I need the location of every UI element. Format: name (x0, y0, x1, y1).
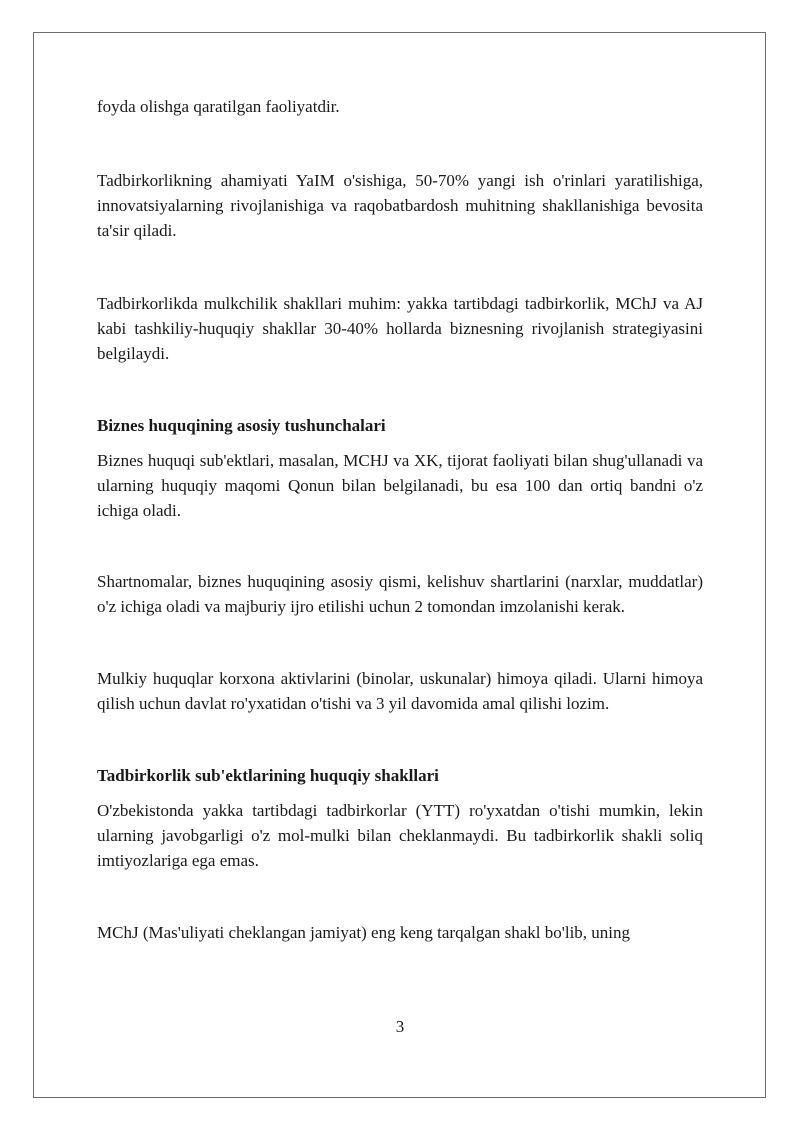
paragraph: Tadbirkorlikda mulkchilik shakllari muhim: yakka tartibdagi tadbirkorlik, MChJ va AJ kabi tashkiliy-huquqiy shakllar 30-40% hollarda biznesning rivojlanish strategiyasini belgilaydi. (97, 294, 703, 363)
paragraph: foyda olishga qaratilgan faoliyatdir. (97, 97, 340, 116)
section-heading: Tadbirkorlik sub'ektlarining huquqiy shakllari (97, 766, 439, 785)
paragraph: MChJ (Mas'uliyati cheklangan jamiyat) eng keng tarqalgan shakl bo'lib, uning (97, 923, 631, 942)
paragraph: Biznes huquqi sub'ektlari, masalan, MCHJ va XK, tijorat faoliyati bilan shug'ullanadi va ularning huquqiy maqomi Qonun bilan belgilanadi, bu esa 100 dan ortiq bandni o'z ichiga oladi. (97, 451, 703, 520)
paragraph: O'zbekistonda yakka tartibdagi tadbirkorlar (YTT) ro'yxatdan o'tishi mumkin, lekin ularning javobgarligi o'z mol-mulki bilan cheklanmaydi. Bu tadbirkorlik shakli soliq imtiyozlariga ega emas. (97, 801, 703, 870)
section-heading: Biznes huquqining asosiy tushunchalari (97, 416, 386, 435)
paragraph: Shartnomalar, biznes huquqining asosiy qismi, kelishuv shartlarini (narxlar, muddatlar) o'z ichiga oladi va majburiy ijro etilishi uchun 2 tomondan imzolanishi kerak. (97, 572, 703, 616)
page-number: 3 (395, 1017, 405, 1036)
paragraph: Tadbirkorlikning ahamiyati YaIM o'sishiga, 50-70% yangi ish o'rinlari yaratilishiga, innovatsiyalarning rivojlanishiga va raqobatbardosh muhitning shakllanishiga bevosita ta'sir qiladi. (97, 171, 703, 240)
paragraph: Mulkiy huquqlar korxona aktivlarini (binolar, uskunalar) himoya qiladi. Ularni himoya qilish uchun davlat ro'yxatidan o'tishi va 3 yil davomida amal qilishi lozim. (97, 669, 703, 713)
document-body (97, 94, 703, 945)
